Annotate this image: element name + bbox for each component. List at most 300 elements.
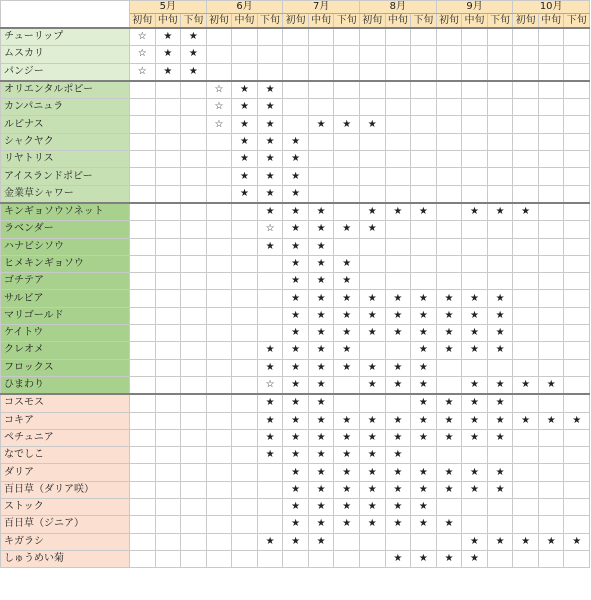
bloom-star-icon: ★ xyxy=(462,464,488,481)
empty-cell xyxy=(334,81,360,99)
empty-cell xyxy=(257,516,283,533)
empty-cell xyxy=(130,168,156,185)
flower-row xyxy=(1,342,590,359)
empty-cell xyxy=(513,516,539,533)
empty-cell xyxy=(564,185,590,203)
period-header-cell: 下旬 xyxy=(181,14,207,29)
empty-cell xyxy=(206,516,232,533)
month-header-row xyxy=(1,1,590,14)
bloom-start-star-icon: ☆ xyxy=(257,376,283,394)
empty-cell xyxy=(564,499,590,516)
empty-cell xyxy=(564,359,590,376)
empty-cell xyxy=(538,116,564,133)
empty-cell xyxy=(487,46,513,63)
flower-row xyxy=(1,307,590,324)
empty-cell xyxy=(538,481,564,498)
empty-cell xyxy=(462,273,488,290)
empty-cell xyxy=(334,133,360,150)
empty-cell xyxy=(462,168,488,185)
empty-cell xyxy=(257,464,283,481)
bloom-star-icon: ★ xyxy=(308,429,334,446)
bloom-star-icon: ★ xyxy=(462,394,488,412)
empty-cell xyxy=(436,46,462,63)
empty-cell xyxy=(206,255,232,272)
empty-cell xyxy=(513,81,539,99)
month-header-cell: 5月 xyxy=(130,1,207,14)
empty-cell xyxy=(360,63,386,81)
empty-cell xyxy=(130,185,156,203)
bloom-star-icon: ★ xyxy=(360,221,386,238)
bloom-star-icon: ★ xyxy=(487,464,513,481)
empty-cell xyxy=(436,447,462,464)
period-header-cell: 中旬 xyxy=(538,14,564,29)
bloom-star-icon: ★ xyxy=(232,168,258,185)
empty-cell xyxy=(257,273,283,290)
flower-row xyxy=(1,325,590,342)
bloom-star-icon: ★ xyxy=(462,203,488,221)
empty-cell xyxy=(564,325,590,342)
flower-name: パンジー xyxy=(1,63,130,81)
empty-cell xyxy=(462,359,488,376)
flower-row xyxy=(1,394,590,412)
bloom-star-icon: ★ xyxy=(385,464,411,481)
bloom-star-icon: ★ xyxy=(334,359,360,376)
empty-cell xyxy=(181,81,207,99)
empty-cell xyxy=(360,151,386,168)
flower-name: アイスランドポピー xyxy=(1,168,130,185)
empty-cell xyxy=(232,376,258,394)
empty-cell xyxy=(538,133,564,150)
empty-cell xyxy=(232,394,258,412)
bloom-star-icon: ★ xyxy=(283,133,309,150)
empty-cell xyxy=(206,481,232,498)
empty-cell xyxy=(130,376,156,394)
empty-cell xyxy=(155,342,181,359)
empty-cell xyxy=(155,273,181,290)
empty-cell xyxy=(436,203,462,221)
flower-row xyxy=(1,290,590,307)
empty-cell xyxy=(232,464,258,481)
bloom-star-icon: ★ xyxy=(308,394,334,412)
flower-row xyxy=(1,516,590,533)
empty-cell xyxy=(436,116,462,133)
bloom-star-icon: ★ xyxy=(308,533,334,550)
bloom-star-icon: ★ xyxy=(385,499,411,516)
month-header-cell: 10月 xyxy=(513,1,590,14)
empty-cell xyxy=(206,238,232,255)
empty-cell xyxy=(206,203,232,221)
empty-cell xyxy=(155,394,181,412)
empty-cell xyxy=(538,325,564,342)
empty-cell xyxy=(130,203,156,221)
flower-name: シャクヤク xyxy=(1,133,130,150)
bloom-star-icon: ★ xyxy=(462,376,488,394)
empty-cell xyxy=(513,63,539,81)
empty-cell xyxy=(181,273,207,290)
bloom-star-icon: ★ xyxy=(283,290,309,307)
empty-cell xyxy=(308,185,334,203)
flower-name: ひまわり xyxy=(1,376,130,394)
empty-cell xyxy=(538,151,564,168)
bloom-star-icon: ★ xyxy=(283,499,309,516)
empty-cell xyxy=(155,133,181,150)
bloom-star-icon: ★ xyxy=(436,412,462,429)
empty-cell xyxy=(308,151,334,168)
bloom-star-icon: ★ xyxy=(487,325,513,342)
empty-cell xyxy=(334,168,360,185)
empty-cell xyxy=(130,325,156,342)
empty-cell xyxy=(181,447,207,464)
bloom-star-icon: ★ xyxy=(487,290,513,307)
empty-cell xyxy=(462,447,488,464)
bloom-star-icon: ★ xyxy=(411,550,437,567)
empty-cell xyxy=(385,185,411,203)
empty-cell xyxy=(206,151,232,168)
flower-name: ダリア xyxy=(1,464,130,481)
empty-cell xyxy=(360,394,386,412)
empty-cell xyxy=(257,499,283,516)
empty-cell xyxy=(232,325,258,342)
bloom-star-icon: ★ xyxy=(283,394,309,412)
empty-cell xyxy=(513,185,539,203)
empty-cell xyxy=(130,290,156,307)
empty-cell xyxy=(360,28,386,46)
empty-cell xyxy=(283,63,309,81)
empty-cell xyxy=(436,63,462,81)
empty-cell xyxy=(130,342,156,359)
empty-cell xyxy=(232,46,258,63)
empty-cell xyxy=(130,359,156,376)
bloom-star-icon: ★ xyxy=(360,307,386,324)
empty-cell xyxy=(487,447,513,464)
empty-cell xyxy=(206,28,232,46)
empty-cell xyxy=(232,273,258,290)
bloom-star-icon: ★ xyxy=(462,550,488,567)
empty-cell xyxy=(436,359,462,376)
empty-cell xyxy=(283,116,309,133)
empty-cell xyxy=(206,290,232,307)
bloom-star-icon: ★ xyxy=(411,499,437,516)
period-header-cell: 下旬 xyxy=(334,14,360,29)
bloom-star-icon: ★ xyxy=(181,46,207,63)
empty-cell xyxy=(181,412,207,429)
month-header-cell: 8月 xyxy=(360,1,437,14)
bloom-star-icon: ★ xyxy=(436,342,462,359)
empty-cell xyxy=(411,46,437,63)
bloom-star-icon: ★ xyxy=(360,325,386,342)
empty-cell xyxy=(538,221,564,238)
flower-name: キンギョソウソネット xyxy=(1,203,130,221)
bloom-star-icon: ★ xyxy=(436,464,462,481)
empty-cell xyxy=(538,464,564,481)
empty-cell xyxy=(436,99,462,116)
empty-cell xyxy=(360,255,386,272)
empty-cell xyxy=(155,550,181,567)
bloom-star-icon: ★ xyxy=(283,359,309,376)
empty-cell xyxy=(436,151,462,168)
empty-cell xyxy=(538,203,564,221)
empty-cell xyxy=(487,255,513,272)
empty-cell xyxy=(206,307,232,324)
bloom-start-star-icon: ☆ xyxy=(130,46,156,63)
bloom-star-icon: ★ xyxy=(283,221,309,238)
bloom-star-icon: ★ xyxy=(411,325,437,342)
empty-cell xyxy=(462,133,488,150)
empty-cell xyxy=(155,307,181,324)
empty-cell xyxy=(411,221,437,238)
bloom-star-icon: ★ xyxy=(487,203,513,221)
empty-cell xyxy=(462,185,488,203)
bloom-star-icon: ★ xyxy=(155,28,181,46)
bloom-star-icon: ★ xyxy=(360,376,386,394)
empty-cell xyxy=(232,238,258,255)
empty-cell xyxy=(411,168,437,185)
empty-cell xyxy=(411,63,437,81)
empty-cell xyxy=(513,429,539,446)
bloom-star-icon: ★ xyxy=(462,342,488,359)
bloom-star-icon: ★ xyxy=(334,499,360,516)
empty-cell xyxy=(155,185,181,203)
bloom-star-icon: ★ xyxy=(334,516,360,533)
flower-name: 金業草シャワー xyxy=(1,185,130,203)
empty-cell xyxy=(513,464,539,481)
empty-cell xyxy=(232,481,258,498)
bloom-star-icon: ★ xyxy=(411,394,437,412)
empty-cell xyxy=(181,99,207,116)
empty-cell xyxy=(232,307,258,324)
empty-cell xyxy=(181,464,207,481)
bloom-star-icon: ★ xyxy=(436,481,462,498)
bloom-star-icon: ★ xyxy=(436,550,462,567)
bloom-star-icon: ★ xyxy=(411,342,437,359)
empty-cell xyxy=(206,412,232,429)
empty-cell xyxy=(436,133,462,150)
empty-cell xyxy=(130,307,156,324)
empty-cell xyxy=(538,28,564,46)
bloom-star-icon: ★ xyxy=(385,203,411,221)
flower-row xyxy=(1,28,590,46)
empty-cell xyxy=(130,429,156,446)
bloom-star-icon: ★ xyxy=(283,342,309,359)
bloom-star-icon: ★ xyxy=(360,516,386,533)
empty-cell xyxy=(181,116,207,133)
period-header-cell: 中旬 xyxy=(385,14,411,29)
empty-cell xyxy=(564,516,590,533)
empty-cell xyxy=(308,46,334,63)
empty-cell xyxy=(232,516,258,533)
empty-cell xyxy=(232,221,258,238)
bloom-star-icon: ★ xyxy=(513,376,539,394)
empty-cell xyxy=(130,81,156,99)
empty-cell xyxy=(130,238,156,255)
flower-name: しゅうめい菊 xyxy=(1,550,130,567)
empty-cell xyxy=(513,133,539,150)
empty-cell xyxy=(487,28,513,46)
empty-cell xyxy=(385,116,411,133)
empty-cell xyxy=(538,447,564,464)
flower-name: ヒメキンギョソウ xyxy=(1,255,130,272)
bloom-star-icon: ★ xyxy=(257,412,283,429)
empty-cell xyxy=(564,290,590,307)
empty-cell xyxy=(538,99,564,116)
empty-cell xyxy=(487,151,513,168)
bloom-star-icon: ★ xyxy=(283,516,309,533)
empty-cell xyxy=(130,116,156,133)
bloom-star-icon: ★ xyxy=(257,81,283,99)
empty-cell xyxy=(487,221,513,238)
empty-cell xyxy=(411,533,437,550)
empty-cell xyxy=(308,81,334,99)
empty-cell xyxy=(206,342,232,359)
flower-name: サルビア xyxy=(1,290,130,307)
empty-cell xyxy=(155,151,181,168)
empty-cell xyxy=(462,499,488,516)
empty-cell xyxy=(538,255,564,272)
bloom-star-icon: ★ xyxy=(308,359,334,376)
empty-cell xyxy=(385,99,411,116)
bloom-star-icon: ★ xyxy=(385,516,411,533)
bloom-star-icon: ★ xyxy=(411,481,437,498)
empty-cell xyxy=(513,116,539,133)
bloom-star-icon: ★ xyxy=(360,429,386,446)
empty-cell xyxy=(232,203,258,221)
empty-cell xyxy=(436,168,462,185)
empty-cell xyxy=(130,533,156,550)
bloom-star-icon: ★ xyxy=(385,376,411,394)
period-header-cell: 初旬 xyxy=(130,14,156,29)
empty-cell xyxy=(538,394,564,412)
empty-cell xyxy=(232,255,258,272)
empty-cell xyxy=(232,359,258,376)
bloom-star-icon: ★ xyxy=(385,412,411,429)
empty-cell xyxy=(181,133,207,150)
bloom-star-icon: ★ xyxy=(257,151,283,168)
empty-cell xyxy=(334,28,360,46)
empty-cell xyxy=(564,550,590,567)
empty-cell xyxy=(283,550,309,567)
empty-cell xyxy=(232,447,258,464)
bloom-star-icon: ★ xyxy=(257,342,283,359)
empty-cell xyxy=(564,464,590,481)
bloom-star-icon: ★ xyxy=(283,429,309,446)
bloom-star-icon: ★ xyxy=(308,464,334,481)
period-header-cell: 中旬 xyxy=(155,14,181,29)
period-header-cell: 下旬 xyxy=(564,14,590,29)
period-header-cell: 初旬 xyxy=(206,14,232,29)
empty-cell xyxy=(538,273,564,290)
empty-cell xyxy=(487,359,513,376)
empty-cell xyxy=(334,99,360,116)
flower-name: リヤトリス xyxy=(1,151,130,168)
empty-cell xyxy=(155,168,181,185)
empty-cell xyxy=(181,394,207,412)
empty-cell xyxy=(257,325,283,342)
empty-cell xyxy=(385,81,411,99)
period-header-cell: 初旬 xyxy=(360,14,386,29)
bloom-star-icon: ★ xyxy=(538,533,564,550)
empty-cell xyxy=(411,133,437,150)
bloom-star-icon: ★ xyxy=(436,429,462,446)
bloom-star-icon: ★ xyxy=(232,185,258,203)
bloom-star-icon: ★ xyxy=(334,325,360,342)
empty-cell xyxy=(334,238,360,255)
bloom-star-icon: ★ xyxy=(232,133,258,150)
empty-cell xyxy=(334,151,360,168)
bloom-star-icon: ★ xyxy=(257,168,283,185)
empty-cell xyxy=(206,533,232,550)
bloom-star-icon: ★ xyxy=(283,533,309,550)
empty-cell xyxy=(411,185,437,203)
bloom-star-icon: ★ xyxy=(411,516,437,533)
empty-cell xyxy=(130,255,156,272)
bloom-star-icon: ★ xyxy=(436,290,462,307)
bloom-star-icon: ★ xyxy=(334,116,360,133)
period-header-cell: 初旬 xyxy=(436,14,462,29)
empty-cell xyxy=(155,447,181,464)
empty-cell xyxy=(283,81,309,99)
month-header-cell: 6月 xyxy=(206,1,283,14)
empty-cell xyxy=(538,550,564,567)
empty-cell xyxy=(155,203,181,221)
empty-cell xyxy=(334,63,360,81)
empty-cell xyxy=(334,185,360,203)
flower-row xyxy=(1,499,590,516)
bloom-star-icon: ★ xyxy=(538,412,564,429)
flower-name: 百日草（ジニア） xyxy=(1,516,130,533)
bloom-star-icon: ★ xyxy=(334,429,360,446)
bloom-star-icon: ★ xyxy=(462,533,488,550)
bloom-star-icon: ★ xyxy=(283,273,309,290)
empty-cell xyxy=(411,81,437,99)
bloom-star-icon: ★ xyxy=(257,185,283,203)
empty-cell xyxy=(360,550,386,567)
empty-cell xyxy=(538,516,564,533)
bloom-star-icon: ★ xyxy=(181,63,207,81)
empty-cell xyxy=(411,255,437,272)
bloom-star-icon: ★ xyxy=(308,116,334,133)
empty-cell xyxy=(206,394,232,412)
flower-name: ケイトウ xyxy=(1,325,130,342)
empty-cell xyxy=(181,185,207,203)
empty-cell xyxy=(257,255,283,272)
empty-cell xyxy=(155,238,181,255)
bloom-star-icon: ★ xyxy=(308,255,334,272)
bloom-star-icon: ★ xyxy=(283,151,309,168)
bloom-star-icon: ★ xyxy=(462,429,488,446)
empty-cell xyxy=(564,376,590,394)
flower-row xyxy=(1,359,590,376)
empty-cell xyxy=(130,151,156,168)
bloom-star-icon: ★ xyxy=(308,307,334,324)
flower-row xyxy=(1,464,590,481)
empty-cell xyxy=(513,342,539,359)
flower-row xyxy=(1,63,590,81)
empty-cell xyxy=(155,290,181,307)
empty-cell xyxy=(206,550,232,567)
flower-name: オリエンタルポピー xyxy=(1,81,130,99)
flower-row xyxy=(1,412,590,429)
bloom-star-icon: ★ xyxy=(334,464,360,481)
bloom-star-icon: ★ xyxy=(308,238,334,255)
empty-cell xyxy=(155,359,181,376)
empty-cell xyxy=(360,81,386,99)
empty-cell xyxy=(155,81,181,99)
empty-cell xyxy=(487,81,513,99)
bloom-star-icon: ★ xyxy=(385,550,411,567)
empty-cell xyxy=(411,273,437,290)
flower-name: ゴチテア xyxy=(1,273,130,290)
empty-cell xyxy=(513,481,539,498)
